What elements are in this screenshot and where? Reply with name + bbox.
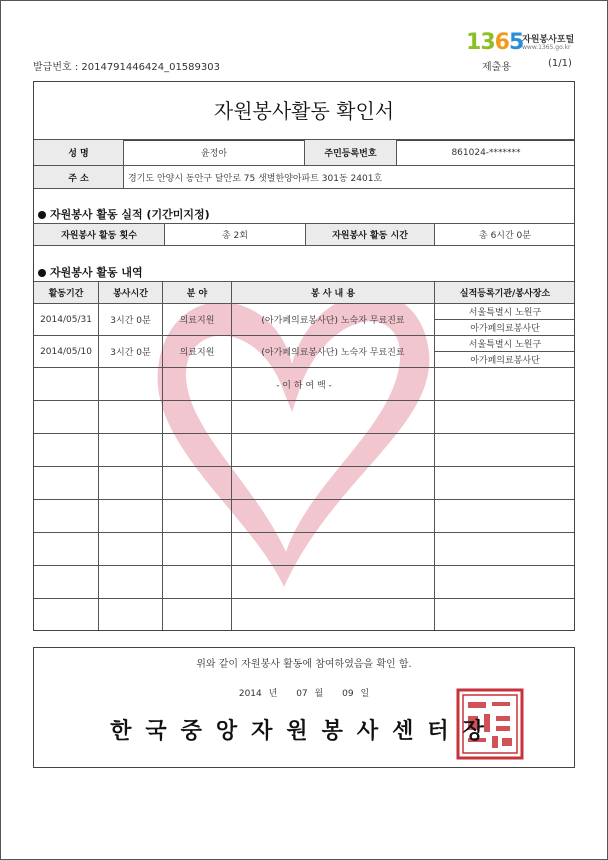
empty-row (34, 566, 576, 599)
row-date: 2014/05/10 (34, 336, 99, 368)
activity-count-value: 총 2회 (165, 224, 306, 246)
issue-month: 07 (296, 689, 308, 699)
row-hours: 3시간 0분 (99, 336, 163, 368)
table-row (34, 304, 576, 320)
col-header-org: 실적등록기관/봉사장소 (435, 282, 576, 304)
row-field: 의료지원 (163, 336, 232, 368)
empty-row (34, 467, 576, 500)
col-header-date: 활동기간 (34, 282, 99, 304)
activity-count-label: 자원봉사 활동 횟수 (34, 224, 165, 246)
address-value: 경기도 안양시 동안구 달안로 75 샛별한양아파트 301동 2401호 (124, 166, 576, 189)
name-value: 윤정아 (124, 140, 305, 166)
row-date: 2014/05/31 (34, 304, 99, 336)
logo-name: 자원봉사포털 (522, 35, 575, 45)
day-unit: 일 (360, 689, 370, 699)
details-header-row (34, 282, 576, 304)
empty-row (34, 434, 576, 467)
summary-table (33, 223, 575, 246)
empty-row (34, 500, 576, 533)
document-title: 자원봉사활동 확인서 (34, 82, 574, 141)
name-label: 성 명 (34, 140, 124, 166)
row-hours: 3시간 0분 (99, 304, 163, 336)
activity-time-label: 자원봉사 활동 시간 (306, 224, 435, 246)
rrn-label: 주민등록번호 (305, 140, 397, 166)
row-content: (아가페의료봉사단) 노숙자 무료진료 (232, 336, 435, 368)
col-header-content: 봉 사 내 용 (232, 282, 435, 304)
issue-year: 2014 (238, 689, 262, 699)
details-section-title: 자원봉사 활동 내역 (38, 264, 143, 280)
issue-day: 09 (342, 689, 354, 699)
table-row (34, 336, 576, 352)
empty-row (34, 401, 576, 434)
confirmation-text: 위와 같이 자원봉사 활동에 참여하였음을 확인 함. (196, 659, 412, 670)
activity-time-value: 총 6시간 0분 (435, 224, 576, 246)
logo-number: 1365 (466, 30, 524, 55)
center-name: 한국중앙자원봉사센터장 (110, 719, 498, 744)
bullet-icon (38, 211, 46, 219)
confirmation-box (33, 647, 575, 768)
bullet-icon (38, 269, 46, 277)
rrn-value: 861024-******* (397, 140, 576, 166)
issue-number: 발급번호 : 2014791446424_01589303 (33, 62, 220, 73)
year-unit: 년 (268, 689, 278, 699)
details-table (33, 281, 575, 631)
logo-url: www.1365.go.kr (522, 44, 571, 51)
summary-section-title: 자원봉사 활동 실적 (기간미지정) (38, 206, 210, 222)
page-indicator: (1/1) (548, 58, 572, 69)
row-field: 의료지원 (163, 304, 232, 336)
row-place: 아가페의료봉사단 (435, 320, 576, 336)
row-org: 서울특별시 노원구 (435, 304, 576, 320)
col-header-hours: 봉사시간 (99, 282, 163, 304)
blank-below-marker: - 이 하 여 백 - (276, 381, 332, 391)
empty-row (34, 533, 576, 566)
personal-info-table (33, 139, 575, 189)
empty-row (34, 599, 576, 632)
submit-label: 제출용 (482, 62, 511, 73)
col-header-field: 분 야 (163, 282, 232, 304)
month-unit: 월 (314, 689, 324, 699)
address-label: 주 소 (34, 166, 124, 189)
row-place: 아가페의료봉사단 (435, 352, 576, 368)
certificate-main (33, 81, 575, 631)
row-org: 서울특별시 노원구 (435, 336, 576, 352)
row-content: (아가페의료봉사단) 노숙자 무료진료 (232, 304, 435, 336)
